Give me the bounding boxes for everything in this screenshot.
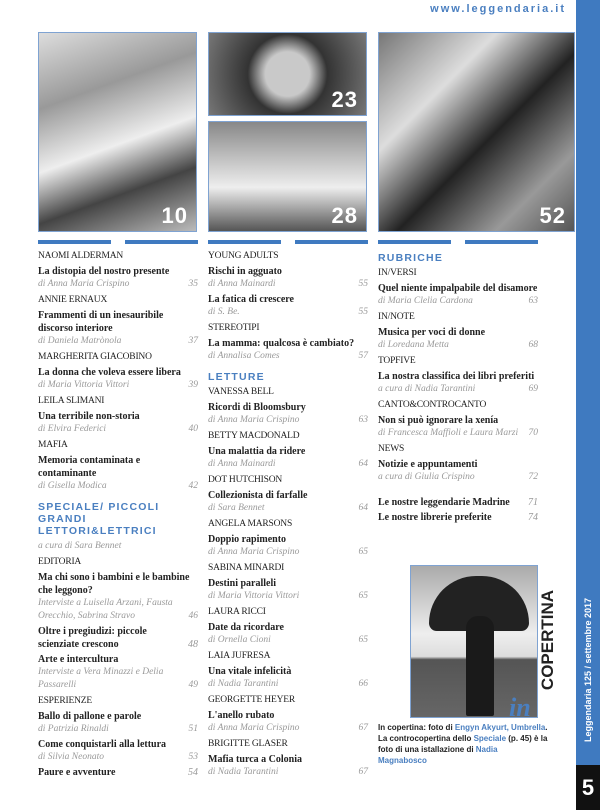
article-title[interactable]: [378, 370, 538, 383]
photo-page-number: 10: [161, 203, 188, 228]
article-title[interactable]: [208, 533, 368, 546]
entry-text: di Anna Maria Crispino: [208, 415, 300, 425]
entry-text: Una terribile non-storia: [38, 411, 140, 422]
spacer: [378, 484, 538, 494]
category-label: [208, 474, 368, 487]
entry-text: Come conquistarli alla lettura: [38, 739, 167, 750]
entry-text: di Nadia Tarantini: [208, 679, 279, 689]
caption-text: (p. 45) è la foto di una istallazione di: [378, 734, 548, 754]
entry-text: Arte e intercultura: [38, 654, 119, 665]
entry-text: NAOMI ALDERMAN: [38, 251, 124, 261]
entry-text: La mamma: qualcosa è cambiato?: [208, 338, 355, 349]
entry-text: LAURA RICCI: [208, 607, 266, 617]
article-title[interactable]: [208, 577, 368, 590]
article-title[interactable]: [38, 265, 198, 278]
section-subtitle: [38, 540, 198, 553]
entry-text: di Anna Mainardi: [208, 459, 276, 469]
article-author: [38, 723, 198, 736]
entry-text: di Nadia Tarantini: [208, 767, 279, 777]
article-title[interactable]: [38, 625, 198, 651]
entry-text: di Maria Vittoria Vittori: [208, 591, 300, 601]
category-label: [208, 694, 368, 707]
article-title[interactable]: [38, 366, 198, 379]
article-author: [378, 427, 538, 440]
page-ref: 65: [358, 547, 368, 557]
entry-text: Oltre i pregiudizi: piccole scienziate crescono: [38, 626, 147, 650]
article-author: [378, 339, 538, 352]
page-ref: 42: [188, 481, 198, 491]
article-author: [208, 722, 368, 735]
page-ref: 64: [358, 459, 368, 469]
category-label: [208, 250, 368, 263]
page-ref: 35: [188, 279, 198, 289]
caption-highlight: Speciale: [473, 734, 507, 743]
entry-text: Collezionista di farfalle: [208, 490, 308, 501]
article-author: [38, 278, 198, 291]
entry-text: SABINA MINARDI: [208, 563, 285, 573]
entry-text: Ma chi sono i bambini e le bambine che leggono?: [38, 572, 190, 596]
category-label: [38, 695, 198, 708]
entry-text: di Annalisa Comes: [208, 351, 280, 361]
article-author: [38, 666, 198, 692]
page-ref: 51: [188, 724, 198, 734]
category-label: [208, 386, 368, 399]
entry-text: di Anna Maria Crispino: [208, 547, 300, 557]
article-author: [208, 634, 368, 647]
entry-text: di Silvia Neonato: [38, 752, 104, 762]
page-ref: 68: [528, 340, 538, 350]
section-heading: [378, 252, 538, 264]
page-ref: 40: [188, 424, 198, 434]
category-label: [38, 395, 198, 408]
page-ref: 55: [358, 307, 368, 317]
entry-text: Doppio rapimento: [208, 534, 287, 545]
article-author: [378, 383, 538, 396]
entry-text: di Ornella Cioni: [208, 635, 271, 645]
section-heading: [38, 501, 198, 537]
category-label: [378, 355, 538, 368]
entry-text: IN/VERSI: [378, 268, 417, 278]
toc-column-2: [208, 240, 368, 779]
article-title[interactable]: [38, 309, 198, 335]
page-ref: 65: [358, 591, 368, 601]
article-author: [38, 423, 198, 436]
section-heading: [208, 371, 368, 383]
article-title[interactable]: [208, 293, 368, 306]
article-author: [378, 471, 538, 484]
article-title[interactable]: [208, 445, 368, 458]
article-title[interactable]: [38, 766, 198, 779]
entry-text: RUBRICHE: [378, 252, 444, 264]
entry-text: GEORGETTE HEYER: [208, 695, 295, 705]
photo-page-28: [208, 121, 367, 232]
article-title[interactable]: [38, 571, 198, 597]
entry-text: di Anna Maria Crispino: [38, 279, 130, 289]
article-title[interactable]: [208, 621, 368, 634]
category-label: [38, 351, 198, 364]
caption-text: . La controcopertina dello: [378, 723, 548, 743]
entry-text: di Sara Bennet: [208, 503, 265, 513]
entry-text: di Maria Clelia Cardona: [378, 296, 473, 306]
entry-text: Le nostre librerie preferite: [378, 512, 492, 523]
page-ref: 49: [188, 680, 198, 690]
article-author: [208, 414, 368, 427]
entry-text: Non si può ignorare la xenía: [378, 415, 499, 426]
entry-text: EDITORIA: [38, 557, 82, 567]
entry-text: Le nostre leggendarie Madrine: [378, 497, 510, 508]
article-title[interactable]: [378, 511, 538, 524]
article-author: [38, 379, 198, 392]
caption-highlight: Nadia Magnabosco: [378, 745, 498, 765]
toc-column-1: [38, 240, 198, 779]
page-ref: 71: [528, 497, 538, 508]
entry-text: La fatica di crescere: [208, 294, 294, 305]
entry-text: Interviste a Luisella Arzani, Fausta Orecchio, Sabrina Stravo: [38, 598, 173, 621]
article-title[interactable]: [208, 709, 368, 722]
entry-text: NEWS: [378, 444, 405, 454]
entry-text: di S. Be.: [208, 307, 240, 317]
category-label: [208, 606, 368, 619]
entry-text: Date da ricordare: [208, 622, 284, 633]
issue-label: Leggendaria 125 / settembre 2017: [583, 597, 593, 743]
entry-text: di Gisella Modica: [38, 481, 107, 491]
entry-text: STEREOTIPI: [208, 323, 260, 333]
photo-page-10: [38, 32, 197, 232]
entry-text: di Anna Mainardi: [208, 279, 276, 289]
article-author: [208, 278, 368, 291]
entry-text: BETTY MACDONALD: [208, 431, 300, 441]
entry-text: Notizie e appuntamenti: [378, 459, 478, 470]
article-title[interactable]: [38, 710, 198, 723]
article-title[interactable]: [38, 738, 198, 751]
photo-page-number: 23: [331, 87, 358, 112]
page-ref: 72: [528, 472, 538, 482]
article-title[interactable]: [378, 326, 538, 339]
article-author: [208, 306, 368, 319]
category-label: [208, 562, 368, 575]
entry-text: Ricordi di Bloomsbury: [208, 402, 306, 413]
page-ref: 46: [188, 611, 198, 621]
entry-text: di Anna Maria Crispino: [208, 723, 300, 733]
page-ref: 65: [358, 635, 368, 645]
category-label: [38, 556, 198, 569]
toc-column-3: [378, 240, 538, 524]
category-label: [208, 738, 368, 751]
entry-text: Rischi in agguato: [208, 266, 282, 277]
article-author: [208, 766, 368, 779]
entry-text: Destini paralleli: [208, 578, 277, 589]
article-author: [208, 678, 368, 691]
copertina-label: COPERTINA: [538, 589, 557, 691]
category-label: [208, 430, 368, 443]
entry-text: di Daniela Matrònola: [38, 336, 122, 346]
entry-text: Interviste a Vera Minazzi e Delia Passarelli: [38, 667, 164, 690]
article-title[interactable]: [208, 265, 368, 278]
entry-text: Quel niente impalpabile del disamore: [378, 283, 538, 294]
page-ref: 66: [358, 679, 368, 689]
page-ref: 74: [528, 512, 538, 523]
page-ref: 67: [358, 723, 368, 733]
category-label: [38, 439, 198, 452]
article-title[interactable]: [208, 337, 368, 350]
caption-highlight: Engyn Akyurt, Umbrella: [454, 723, 546, 732]
article-author: [38, 480, 198, 493]
article-title[interactable]: [208, 665, 368, 678]
photo-page-number: 28: [331, 203, 358, 228]
entry-text: ESPERIENZE: [38, 696, 92, 706]
entry-text: a cura di Sara Bennet: [38, 541, 122, 551]
entry-text: YOUNG ADULTS: [208, 251, 279, 261]
article-title[interactable]: [38, 454, 198, 480]
photo-page-52: [378, 32, 575, 232]
article-title[interactable]: [208, 489, 368, 502]
entry-text: IN/NOTE: [378, 312, 415, 322]
entry-text: VANESSA BELL: [208, 387, 274, 397]
article-author: [208, 458, 368, 471]
entry-text: Mafia turca a Colonia: [208, 754, 302, 765]
category-label: [208, 650, 368, 663]
page-ref: 53: [188, 752, 198, 762]
photo-page-number: 52: [539, 203, 566, 228]
page-ref: 63: [528, 296, 538, 306]
entry-text: MARGHERITA GIACOBINO: [38, 352, 152, 362]
page-ref: 69: [528, 384, 538, 394]
article-author: [208, 502, 368, 515]
page-ref: 57: [358, 351, 368, 361]
entry-text: LETTURE: [208, 371, 265, 383]
photo-page-23: [208, 32, 367, 116]
cover-caption: [378, 722, 548, 766]
category-label: [378, 443, 538, 456]
in-label: in: [509, 693, 531, 722]
category-label: [38, 294, 198, 307]
entry-text: Ballo di pallone e parole: [38, 711, 142, 722]
entry-text: La donna che voleva essere libera: [38, 367, 181, 378]
page-ref: 39: [188, 380, 198, 390]
entry-text: La nostra classifica dei libri preferiti: [378, 371, 535, 382]
article-author: [378, 295, 538, 308]
entry-text: CANTO&CONTROCANTO: [378, 400, 487, 410]
article-author: [208, 590, 368, 603]
article-title[interactable]: [208, 401, 368, 414]
entry-text: LAIA JUFRESA: [208, 651, 271, 661]
entry-text: a cura di Giulia Crispino: [378, 472, 475, 482]
entry-text: LEILA SLIMANI: [38, 396, 105, 406]
entry-text: Frammenti di un inesauribile discorso interiore: [38, 310, 164, 334]
entry-text: di Francesca Maffioli e Laura Marzi: [378, 428, 519, 438]
category-label: [378, 311, 538, 324]
article-title[interactable]: [378, 282, 538, 295]
entry-text: di Elvira Federici: [38, 424, 107, 434]
entry-text: BRIGITTE GLASER: [208, 739, 288, 749]
entry-text: SPECIALE/ PICCOLI GRANDI LETTORI&LETTRICI: [38, 501, 160, 537]
article-title[interactable]: [378, 496, 538, 509]
page-ref: 70: [528, 428, 538, 438]
category-label: [378, 267, 538, 280]
page-ref: 54: [188, 767, 198, 778]
entry-text: DOT HUTCHISON: [208, 475, 283, 485]
category-label: [208, 322, 368, 335]
divider-bars: [378, 240, 538, 244]
category-label: [38, 250, 198, 263]
article-title[interactable]: [378, 458, 538, 471]
article-title[interactable]: [38, 653, 198, 666]
divider-bars: [208, 240, 368, 244]
entry-text: TOPFIVE: [378, 356, 416, 366]
website-url[interactable]: www.leggendaria.it: [430, 3, 566, 15]
article-title[interactable]: [378, 414, 538, 427]
entry-text: Una vitale infelicità: [208, 666, 292, 677]
page-ref: 67: [358, 767, 368, 777]
article-author: [38, 597, 198, 623]
article-title[interactable]: [208, 753, 368, 766]
entry-text: ANGELA MARSONS: [208, 519, 293, 529]
entry-text: Memoria contaminata e contaminante: [38, 455, 141, 479]
entry-text: Musica per voci di donne: [378, 327, 486, 338]
page-ref: 55: [358, 279, 368, 289]
page-ref: 37: [188, 336, 198, 346]
divider-bars: [38, 240, 198, 244]
entry-text: MAFIA: [38, 440, 68, 450]
entry-text: La distopia del nostro presente: [38, 266, 170, 277]
entry-text: a cura di Nadia Tarantini: [378, 384, 476, 394]
figure-shape: [466, 616, 494, 716]
entry-text: di Patrizia Rinaldi: [38, 724, 109, 734]
category-label: [378, 399, 538, 412]
category-label: [208, 518, 368, 531]
caption-text: In copertina: foto di: [378, 723, 455, 732]
article-title[interactable]: [38, 410, 198, 423]
entry-text: L'anello rubato: [208, 710, 275, 721]
page-ref: 48: [188, 639, 198, 650]
page-number: 5: [576, 765, 600, 810]
entry-text: di Loredana Metta: [378, 340, 449, 350]
article-author: [38, 751, 198, 764]
entry-text: Paure e avventure: [38, 767, 116, 778]
entry-text: ANNIE ERNAUX: [38, 295, 108, 305]
article-author: [208, 546, 368, 559]
article-author: [38, 335, 198, 348]
article-author: [208, 350, 368, 363]
page-ref: 63: [358, 415, 368, 425]
entry-text: Una malattia da ridere: [208, 446, 306, 457]
page-ref: 64: [358, 503, 368, 513]
entry-text: di Maria Vittoria Vittori: [38, 380, 130, 390]
